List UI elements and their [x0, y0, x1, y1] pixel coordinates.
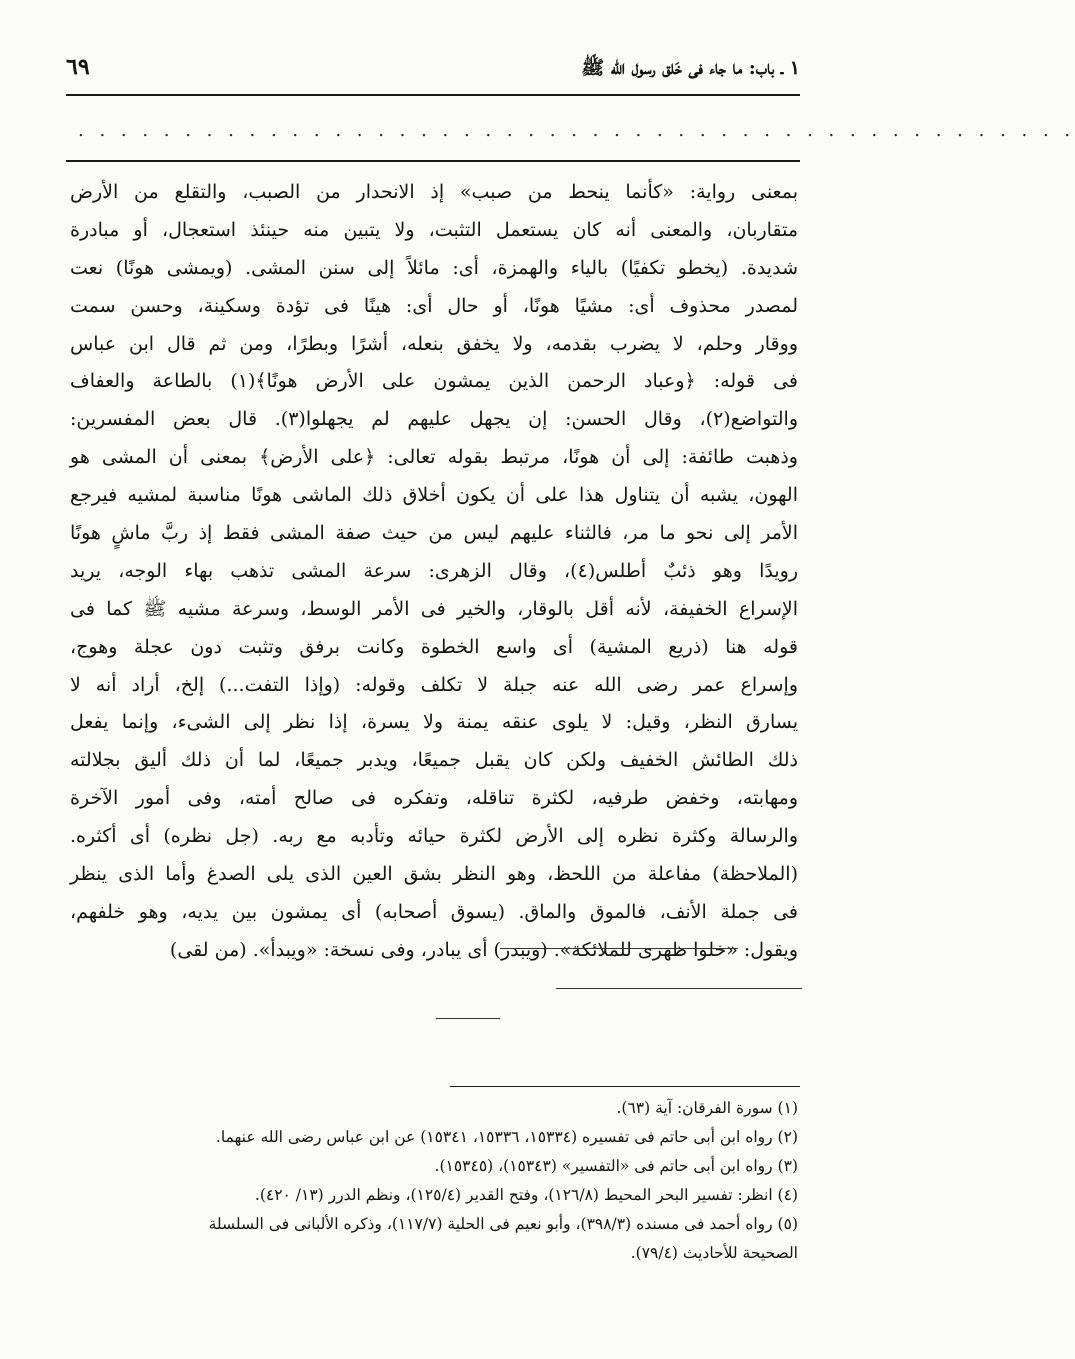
body-line: والرسالة وكثرة نظره إلى الأرض لكثرة حيائه وتأدبه مع ربه. (جل نظره) أى أكثره.	[70, 825, 798, 848]
handwritten-underline	[436, 1018, 500, 1019]
body-line: ومهابته، وخفض طرفيه، لكثرة تناقله، وتفكره فى صالح أمته، وفى أمور الآخرة	[70, 787, 798, 810]
page-header	[66, 50, 800, 96]
body-line: بمعنى رواية: «كأنما ينحط من صبب» إذ الانحدار من الصبب، والتقلع من الأرض	[70, 181, 798, 203]
commentary-text	[70, 174, 798, 970]
handwritten-underline	[500, 948, 738, 949]
handwritten-underline	[556, 988, 802, 989]
body-line: يسارق النظر، وقيل: لا يلوى عنقه يمنة ولا يسرة، إذا نظر إلى الشىء، وإنما يفعل	[70, 711, 798, 734]
footnote: (١) سورة الفرقان: آية (٦٣).	[616, 1099, 798, 1117]
body-line: والتواضع(٢)، وقال الحسن: إن يجهل عليهم لم يجهلوا(٣). قال بعض المفسرين:	[70, 408, 798, 431]
footnotes	[70, 1094, 798, 1268]
footnote: (٢) رواه ابن أبى حاتم فى تفسيره (١٥٣٣٤، ١٥٣٣٦، ١٥٣٤١) عن ابن عباس رضى الله عنهما.	[215, 1128, 798, 1146]
body-line: فى جملة الأنف، فالموق والماق. (يسوق أصحابه) أى يمشون بين يديه، وهو خلفهم،	[70, 900, 798, 923]
body-line: لمصدر محذوف أى: مشيًا هونًا، أو حال أى: هينًا فى تؤدة وسكينة، وحسن سمت	[70, 294, 798, 317]
body-line: (الملاحظة) مفاعلة من اللحظ، وهو النظر بشق العين الذى يلى الصدغ وأما الذى ينظر	[70, 863, 798, 886]
top-divider	[66, 160, 800, 162]
footnote: (٤) انظر: تفسير البحر المحيط (١٢٦/٨)، وفتح القدير (١٢٥/٤)، ونظم الدرر (١٣/ ٤٢٠).	[254, 1186, 798, 1204]
footnote-divider	[450, 1086, 800, 1087]
body-line: رويدًا وهو ذئبٌ أطلس(٤)، وقال الزهرى: سرعة المشى تذهب بهاء الوجه، يريد	[70, 559, 798, 582]
body-line: الهون، يشبه أن يتناول هذا على أن يكون أخلاق ذلك الماشى هونًا مناسبة لمشيه فيرجع	[70, 484, 798, 507]
body-line: الإسراع الخفيفة، لأنه أقل بالوقار، والخير فى الأمر الوسط، وسرعة مشيه ﷺ كما فى	[70, 597, 798, 620]
body-line: الأمر إلى نحو ما مر، فالثناء عليهم ليس من حيث صفة المشى فقط إذ ربَّ ماشٍ هونًا	[70, 522, 798, 545]
footnote: الصحيحة للأحاديث (٧٩/٤).	[630, 1244, 798, 1262]
body-line: شديدة. (يخطو تكفيًا) بالياء والهمزة، أى: مائلاً إلى سنن المشى. (ويمشى هونًا) نعت	[70, 256, 798, 279]
body-line: ذلك الطائش الخفيف ولكن كان يقبل جميعًا، ويدبر جميعًا، لما أن ذلك أليق بجلالته	[70, 749, 798, 772]
body-line: فى قوله: ﴿وعباد الرحمن الذين يمشون على الأرض هونًا﴾(١) بالطاعة والعفاف	[70, 370, 798, 393]
page-number: ٦٩	[66, 54, 90, 80]
separator-dots: . . . . . . . . . . . . . . . . . . . . . . . . . . . . . . . . . . . . . . . . . . . . . . .	[78, 120, 1075, 141]
body-line: متقاربان، والمعنى أنه كان يستعمل التثبت، ولا يتبين منه حينئذ استعجال، أو مبادرة	[70, 218, 798, 241]
footnote: (٣) رواه ابن أبى حاتم فى «التفسير» (١٥٣٤٣)، (١٥٣٤٥).	[434, 1157, 798, 1175]
body-line: ووقار وحلم، لا يضرب بقدمه، ولا يخفق بنعله، أشرًا وبطرًا، ومن ثم قال ابن عباس	[70, 332, 798, 355]
body-line: ويقول: «خلوا ظهرى للملائكة». (ويبدر) أى يبادر، وفى نسخة: «ويبدأ». (من لقى)	[169, 938, 798, 961]
body-line: قوله هنا (ذريع المشية) أى واسع الخطوة وكانت برفق وتثبت دون عجلة وهوج،	[70, 635, 798, 658]
body-line: وإسراع عمر رضى الله عنه جبلة لا تكلف وقوله: (وإذا التفت...) إلخ، أراد أنه لا	[70, 673, 798, 696]
footnote: (٥) رواه أحمد فى مسنده (٣٩٨/٣)، وأبو نعيم فى الحلية (١١٧/٧)، وذكره الألبانى فى السلسلة	[208, 1215, 798, 1233]
chapter-title: ١ ـ باب: ما جاء فى خَلق رسول الله ﷺ	[581, 57, 800, 79]
body-line: وذهبت طائفة: إلى أن هونًا، مرتبط بقوله تعالى: ﴿على الأرض﴾ بمعنى أن المشى هو	[70, 446, 798, 469]
